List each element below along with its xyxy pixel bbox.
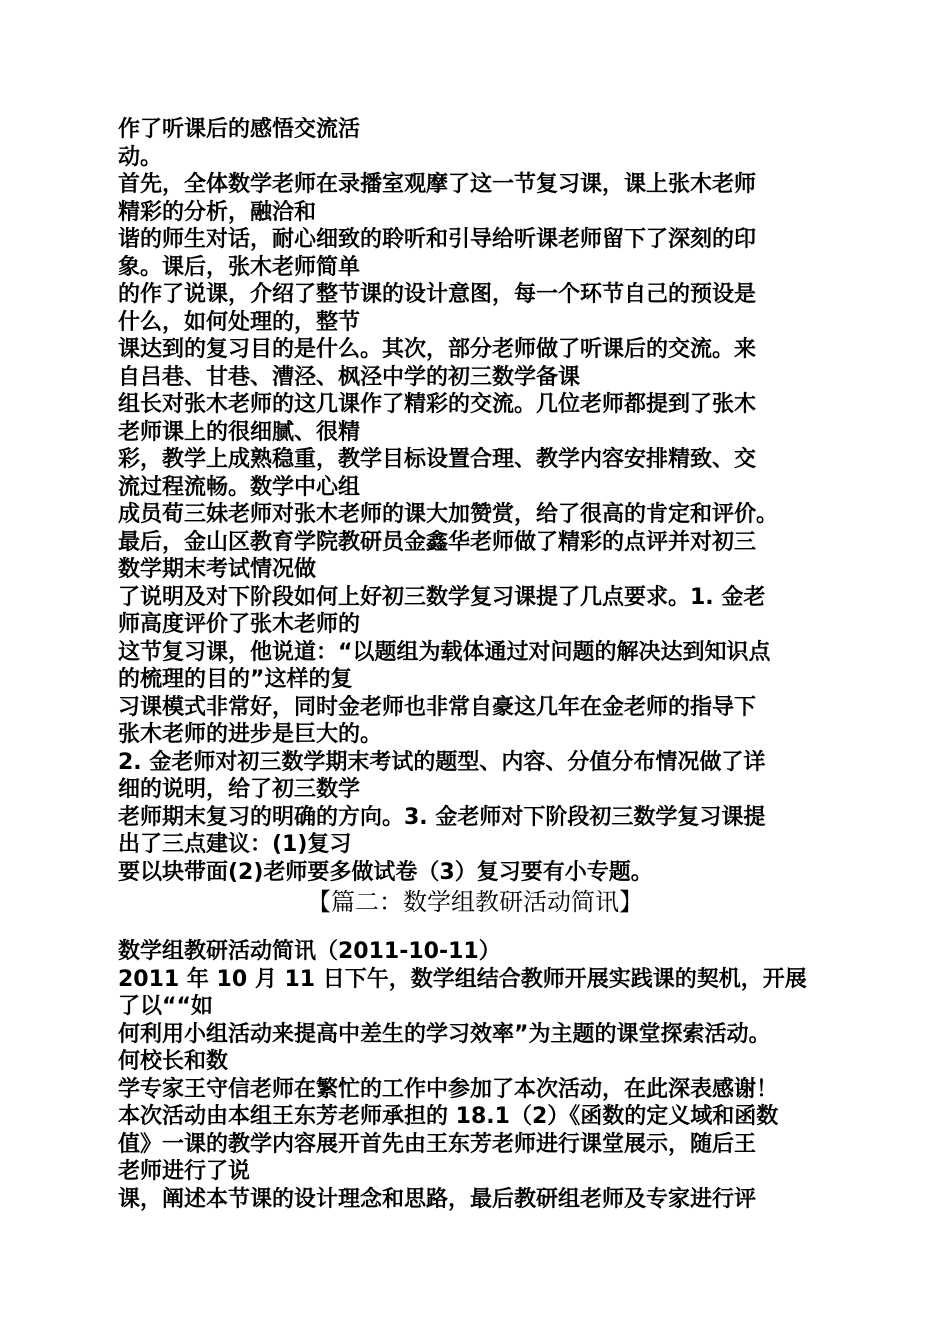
paragraph-main — [118, 171, 838, 886]
text-line: 了说明及对下阶段如何上好初三数学复习课提了几点要求。1. 金老 — [118, 584, 766, 610]
text-line: 的作了说课，介绍了整节课的设计意图，每一个环节自己的预设是 — [118, 282, 757, 307]
text-line: 习课模式非常好，同时金老师也非常自豪这几年在金老师的指导下 — [118, 694, 757, 720]
text-line: 流过程流畅。数学中心组 — [118, 474, 361, 500]
text-line: 的梳理的目的”这样的复 — [118, 667, 353, 692]
text-line: 作了听课后的感悟交流活 — [118, 117, 361, 142]
paragraph-news — [118, 938, 838, 1213]
text-line: 首先，全体数学老师在录播室观摩了这一节复习课，课上张木老师 — [118, 172, 757, 197]
paragraph-intro — [118, 116, 838, 171]
text-line: 细的说明，给了初三数学 — [118, 777, 361, 802]
text-line: 本次活动由本组王东芳老师承担的 18.1（2）《函数的定义域和函数 — [118, 1104, 779, 1129]
text-line: 什么，如何处理的，整节 — [118, 309, 361, 335]
text-line: 值》一课的教学内容展开首先由王东芳老师进行课堂展示，随后王 — [118, 1131, 757, 1157]
text-line: 精彩的分析，融洽和 — [118, 199, 317, 225]
text-line: 数学期末考试情况做 — [118, 557, 317, 582]
text-line: 要以块带面(2)老师要多做试卷（3）复习要有小专题。 — [118, 859, 653, 885]
text-line: 老师进行了说 — [118, 1159, 251, 1184]
text-line: 师高度评价了张木老师的 — [118, 612, 361, 637]
text-line: 动。 — [118, 144, 163, 170]
text-line: 课，阐述本节课的设计理念和思路，最后教研组老师及专家进行评 — [118, 1186, 757, 1212]
text-line: 成员荀三妹老师对张木老师的课大加赞赏，给了很高的肯定和评价。 — [118, 502, 779, 527]
text-line: 学专家王守信老师在繁忙的工作中参加了本次活动，在此深表感谢！ — [118, 1076, 779, 1102]
text-line: 自吕巷、甘巷、漕泾、枫泾中学的初三数学备课 — [118, 364, 581, 390]
text-line: 张木老师的进步是巨大的。 — [118, 722, 383, 747]
text-line: 彩，教学上成熟稳重，教学目标设置合理、教学内容安排精致、交 — [118, 447, 757, 472]
text-line: 谐的师生对话，耐心细致的聆听和引导给听课老师留下了深刻的印 — [118, 227, 757, 252]
section-heading: 【篇二：数学组教研活动简讯】 — [307, 888, 643, 916]
text-line: 何校长和数 — [118, 1049, 229, 1074]
text-line: 出了三点建议：(1)复习 — [118, 832, 352, 857]
text-line: 2011 年 10 月 11 日下午，数学组结合教师开展实践课的契机，开展 — [118, 966, 807, 992]
text-line: 组长对张木老师的这几课作了精彩的交流。几位老师都提到了张木 — [118, 392, 757, 417]
text-line: 2. 金老师对初三数学期末考试的题型、内容、分值分布情况做了详 — [118, 749, 766, 775]
text-line: 数学组教研活动简讯（2011-10-11） — [118, 939, 501, 964]
text-line: 何利用小组活动来提高中差生的学习效率”为主题的课堂探索活动。 — [118, 1021, 771, 1047]
text-line: 最后，金山区教育学院教研员金鑫华老师做了精彩的点评并对初三 — [118, 529, 757, 555]
text-line: 课达到的复习目的是什么。其次，部分老师做了听课后的交流。来 — [118, 337, 757, 362]
text-line: 老师期末复习的明确的方向。3. 金老师对下阶段初三数学复习课提 — [118, 804, 766, 830]
text-line: 老师课上的很细腻、很精 — [118, 419, 361, 445]
text-line: 这节复习课，他说道：“以题组为载体通过对问题的解决达到知识点 — [118, 639, 771, 665]
text-line: 了以““如 — [118, 994, 213, 1019]
text-line: 象。课后，张木老师简单 — [118, 254, 361, 280]
